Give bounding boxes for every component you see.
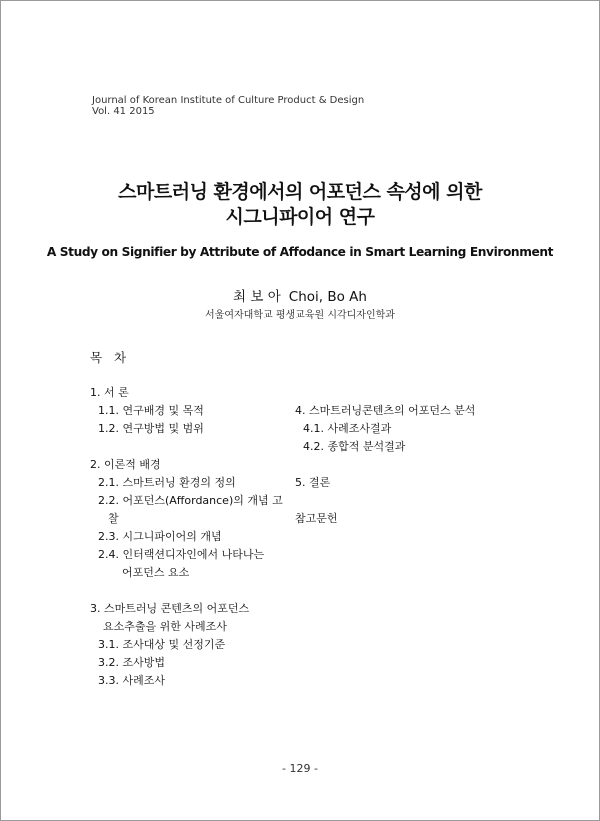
toc-item-1-2: 1.2. 연구방법 및 범위 bbox=[98, 422, 204, 435]
korean-title-line-2: 시그니파이어 연구 bbox=[225, 206, 375, 228]
english-title: A Study on Signifier by Attribute of Affodance in Smart Learning Environment bbox=[46, 245, 554, 259]
korean-title-line-1: 스마트러닝 환경에서의 어포던스 속성에 의한 bbox=[118, 181, 482, 203]
toc-section-1: 1. 서 론 bbox=[90, 386, 129, 399]
page-number: - 129 - bbox=[282, 762, 318, 775]
author-name-english: Choi, Bo Ah bbox=[288, 289, 367, 305]
toc-item-2-1: 2.1. 스마트러닝 환경의 정의 bbox=[98, 476, 236, 489]
toc-item-1-1: 1.1. 연구배경 및 목적 bbox=[98, 404, 204, 417]
toc-section-5: 5. 결론 bbox=[295, 476, 331, 489]
author-affiliation: 서울여자대학교 평생교육원 시각디자인학과 bbox=[205, 310, 395, 321]
toc-item-2-2-continued: 찰 bbox=[108, 512, 119, 525]
toc-item-2-4: 2.4. 인터랙션디자인에서 나타나는 bbox=[98, 548, 265, 561]
toc-section-3: 3. 스마트러닝 콘텐츠의 어포던스 bbox=[90, 602, 250, 615]
author-name-korean: 최 보 아 bbox=[233, 289, 281, 305]
journal-name: Journal of Korean Institute of Culture Product & Design bbox=[92, 95, 365, 106]
author-line bbox=[0, 285, 600, 305]
journal-volume: Vol. 41 2015 bbox=[92, 106, 155, 117]
toc-section-3-continued: 요소추출을 위한 사례조사 bbox=[103, 620, 227, 633]
toc-item-2-3: 2.3. 시그니파이어의 개념 bbox=[98, 530, 222, 543]
toc-item-3-1: 3.1. 조사대상 및 선정기준 bbox=[98, 638, 226, 651]
toc-heading: 목 차 bbox=[90, 350, 131, 365]
toc-item-3-2: 3.2. 조사방법 bbox=[98, 656, 165, 669]
toc-item-2-2: 2.2. 어포던스(Affordance)의 개념 고 bbox=[98, 494, 283, 507]
toc-references: 참고문헌 bbox=[295, 512, 338, 525]
toc-item-4-1: 4.1. 사례조사결과 bbox=[303, 422, 392, 435]
toc-section-4: 4. 스마트러닝콘텐츠의 어포던스 분석 bbox=[295, 404, 476, 417]
toc-section-2: 2. 이론적 배경 bbox=[90, 458, 161, 471]
toc-item-4-2: 4.2. 종합적 분석결과 bbox=[303, 440, 406, 453]
toc-item-2-4-continued: 어포던스 요소 bbox=[122, 566, 190, 579]
toc-item-3-3: 3.3. 사례조사 bbox=[98, 674, 165, 687]
